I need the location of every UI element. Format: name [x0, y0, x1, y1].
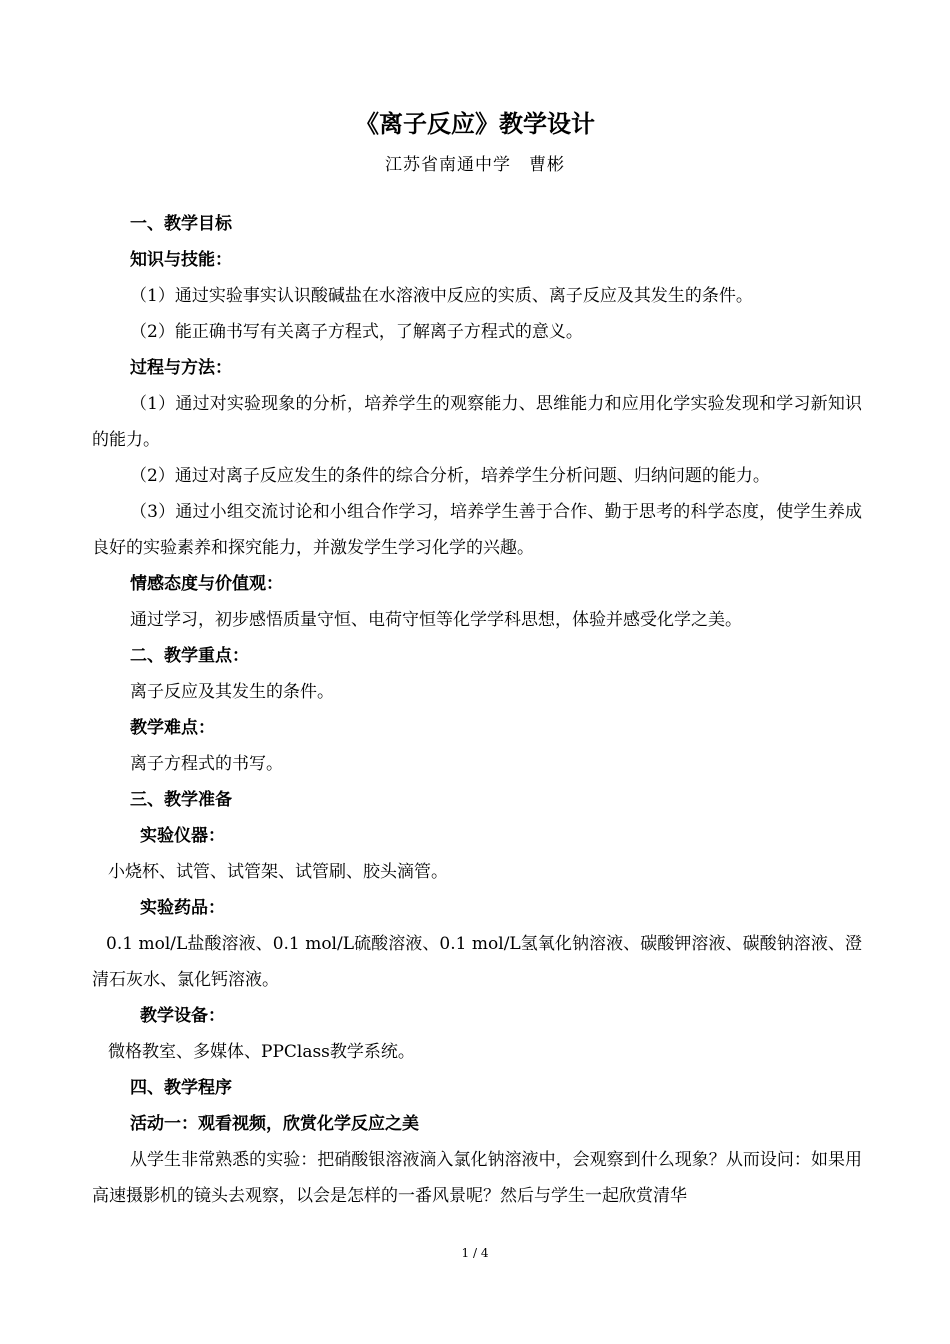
process-heading: 过程与方法： [130, 358, 232, 378]
process-item-1: （1）通过对实验现象的分析，培养学生的观察能力、思维能力和应用化学实验发现和学习新知识的能力。 [92, 394, 862, 450]
knowledge-item-2: （2）能正确书写有关离子方程式，了解离子方程式的意义。 [130, 322, 583, 342]
instruments-heading: 实验仪器： [140, 826, 225, 846]
emotion-text: 通过学习，初步感悟质量守恒、电荷守恒等化学学科思想，体验并感受化学之美。 [130, 610, 742, 630]
document-author: 江苏省南通中学 曹彬 [385, 155, 565, 175]
knowledge-item-1: （1）通过实验事实认识酸碱盐在水溶液中反应的实质、离子反应及其发生的条件。 [130, 286, 753, 306]
preparation-heading: 三、教学准备 [130, 790, 232, 810]
key-points-text: 离子反应及其发生的条件。 [130, 682, 334, 702]
difficulty-heading: 教学难点： [130, 718, 215, 738]
process-item-3: （3）通过小组交流讨论和小组合作学习，培养学生善于合作、勤于思考的科学态度，使学生养成良好的实验素养和探究能力，并激发学生学习化学的兴趣。 [92, 502, 862, 558]
instruments-text: 小烧杯、试管、试管架、试管刷、胶头滴管。 [108, 862, 448, 882]
reagents-text: 0.1 mol/L盐酸溶液、0.1 mol/L硫酸溶液、0.1 mol/L氢氧化钠溶液、碳酸钾溶液、碳酸钠溶液、澄清石灰水、氯化钙溶液。 [92, 934, 862, 990]
key-points-heading: 二、教学重点： [130, 646, 249, 666]
page-number: 1 / 4 [461, 1246, 489, 1260]
equipment-heading: 教学设备： [140, 1006, 225, 1026]
activity1-heading: 活动一：观看视频，欣赏化学反应之美 [130, 1114, 419, 1134]
procedure-heading: 四、教学程序 [130, 1078, 232, 1098]
process-item-2: （2）通过对离子反应发生的条件的综合分析，培养学生分析问题、归纳问题的能力。 [130, 466, 770, 486]
equipment-text: 微格教室、多媒体、PPClass教学系统。 [108, 1042, 415, 1062]
emotion-heading: 情感态度与价值观： [130, 574, 283, 594]
reagents-heading: 实验药品： [140, 898, 225, 918]
activity1-text: 从学生非常熟悉的实验：把硝酸银溶液滴入氯化钠溶液中，会观察到什么现象？从而设问：如果用高速摄影机的镜头去观察，以会是怎样的一番风景呢？然后与学生一起欣赏清华 [92, 1150, 862, 1206]
document-title: 《离子反应》教学设计 [355, 110, 595, 138]
objectives-heading: 一、教学目标 [130, 214, 232, 234]
knowledge-heading: 知识与技能： [130, 250, 232, 270]
document-body [92, 206, 862, 1214]
difficulty-text: 离子方程式的书写。 [130, 754, 283, 774]
